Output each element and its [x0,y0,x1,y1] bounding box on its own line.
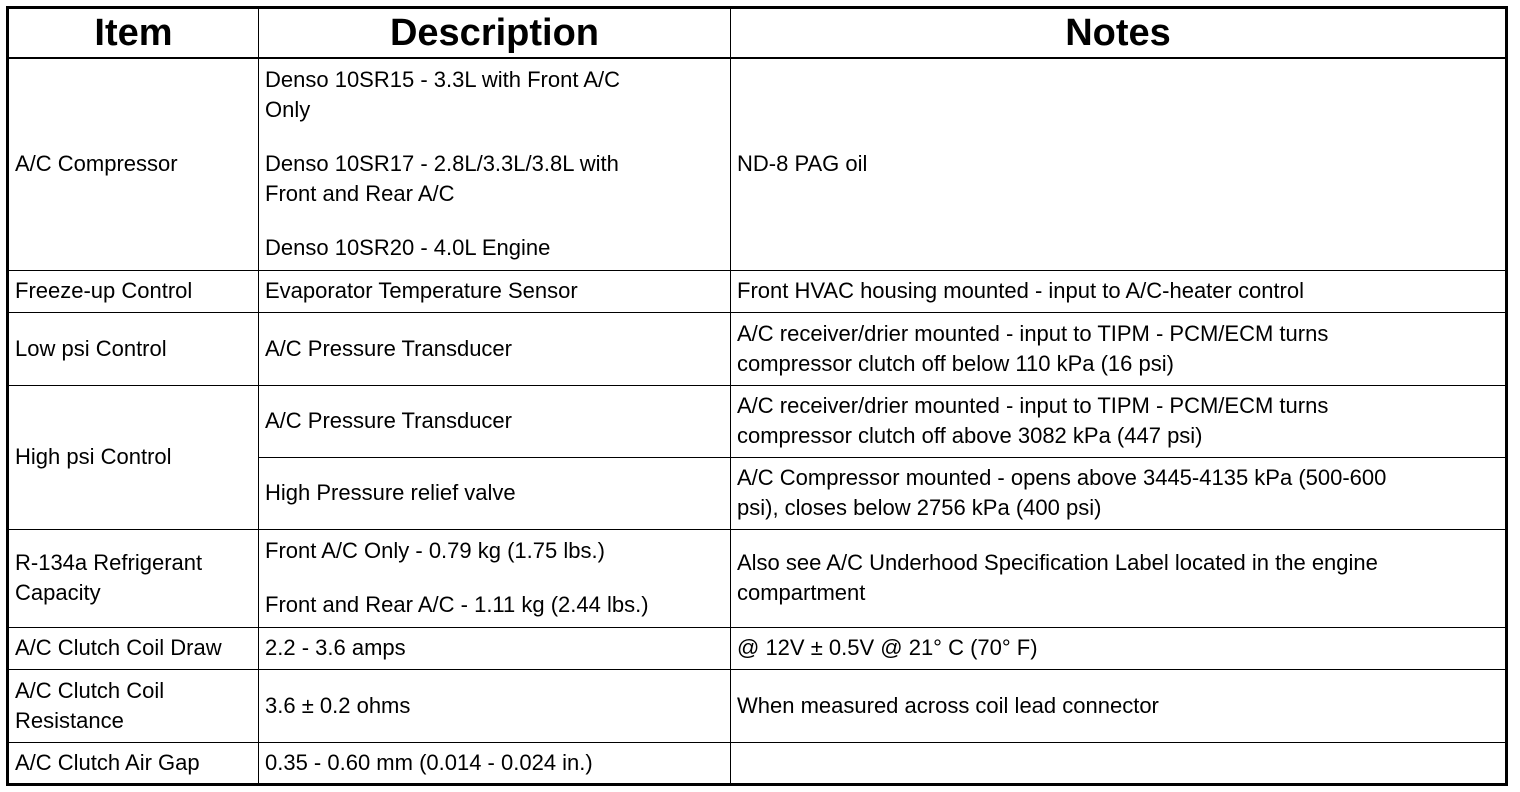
notes-highpsi-1a: A/C receiver/drier mounted - input to TIPM - PCM/ECM turns [737,393,1329,418]
header-description: Description [259,8,731,59]
table-row-airgap [8,742,1507,784]
item-freeze: Freeze-up Control [8,270,259,312]
notes-refrigerant [731,529,1507,627]
table-row-compressor [8,58,1507,270]
notes-coilres: When measured across coil lead connector [731,669,1507,742]
notes-highpsi-1b: compressor clutch off above 3082 kPa (447 psi) [737,423,1203,448]
notes-lowpsi [731,312,1507,385]
table-row-refrigerant [8,529,1507,627]
item-coilres-2: Resistance [15,707,124,733]
desc-freeze: Evaporator Temperature Sensor [259,270,731,312]
item-coilres [8,669,259,742]
item-highpsi: High psi Control [8,385,259,529]
notes-coildraw: @ 12V ± 0.5V @ 21° C (70° F) [731,627,1507,669]
notes-lowpsi-2: compressor clutch off below 110 kPa (16 psi) [737,350,1174,376]
desc-airgap: 0.35 - 0.60 mm (0.014 - 0.024 in.) [259,742,731,784]
desc-highpsi-2: High Pressure relief valve [259,457,731,529]
desc-compressor-1a: Denso 10SR15 - 3.3L with Front A/C [265,67,621,93]
desc-highpsi-1: A/C Pressure Transducer [259,385,731,457]
spec-table-container [6,6,1508,786]
table-row-highpsi-1 [8,385,1507,457]
item-coilres-1: A/C Clutch Coil [15,677,165,703]
table-row-freeze [8,270,1507,312]
desc-compressor-1b: Only [265,97,311,123]
notes-refrigerant-1: Also see A/C Underhood Specification Label located in the engine [737,550,1378,575]
notes-highpsi-1 [731,385,1507,457]
desc-lowpsi: A/C Pressure Transducer [259,312,731,385]
desc-refrigerant-2: Front and Rear A/C - 1.11 kg (2.44 lbs.) [265,592,649,617]
notes-compressor: ND-8 PAG oil [731,58,1507,270]
table-row-coildraw [8,627,1507,669]
desc-refrigerant-1: Front A/C Only - 0.79 kg (1.75 lbs.) [265,538,605,563]
notes-airgap [731,742,1507,784]
desc-coildraw: 2.2 - 3.6 amps [259,627,731,669]
notes-highpsi-2a: A/C Compressor mounted - opens above 3445-4135 kPa (500-600 [737,465,1387,490]
notes-highpsi-2 [731,457,1507,529]
table-row-lowpsi [8,312,1507,385]
header-item: Item [8,8,259,59]
desc-compressor-3: Denso 10SR20 - 4.0L Engine [265,235,551,261]
header-notes: Notes [731,8,1507,59]
notes-freeze: Front HVAC housing mounted - input to A/C-heater control [731,270,1507,312]
item-refrigerant [8,529,259,627]
desc-compressor-2b: Front and Rear A/C [265,181,455,207]
notes-highpsi-2b: psi), closes below 2756 kPa (400 psi) [737,495,1102,520]
item-refrigerant-1: R-134a Refrigerant [15,550,203,575]
notes-refrigerant-2: compartment [737,580,866,605]
item-airgap: A/C Clutch Air Gap [8,742,259,784]
desc-compressor [259,58,731,270]
notes-lowpsi-1: A/C receiver/drier mounted - input to TIPM - PCM/ECM turns [737,320,1329,346]
item-lowpsi: Low psi Control [8,312,259,385]
desc-coilres: 3.6 ± 0.2 ohms [259,669,731,742]
desc-refrigerant [259,529,731,627]
desc-compressor-2a: Denso 10SR17 - 2.8L/3.3L/3.8L with [265,151,619,177]
ac-specifications-table [6,6,1508,786]
item-coildraw: A/C Clutch Coil Draw [8,627,259,669]
header-row [8,8,1507,59]
item-refrigerant-2: Capacity [15,580,101,605]
item-compressor: A/C Compressor [8,58,259,270]
table-row-coilres [8,669,1507,742]
